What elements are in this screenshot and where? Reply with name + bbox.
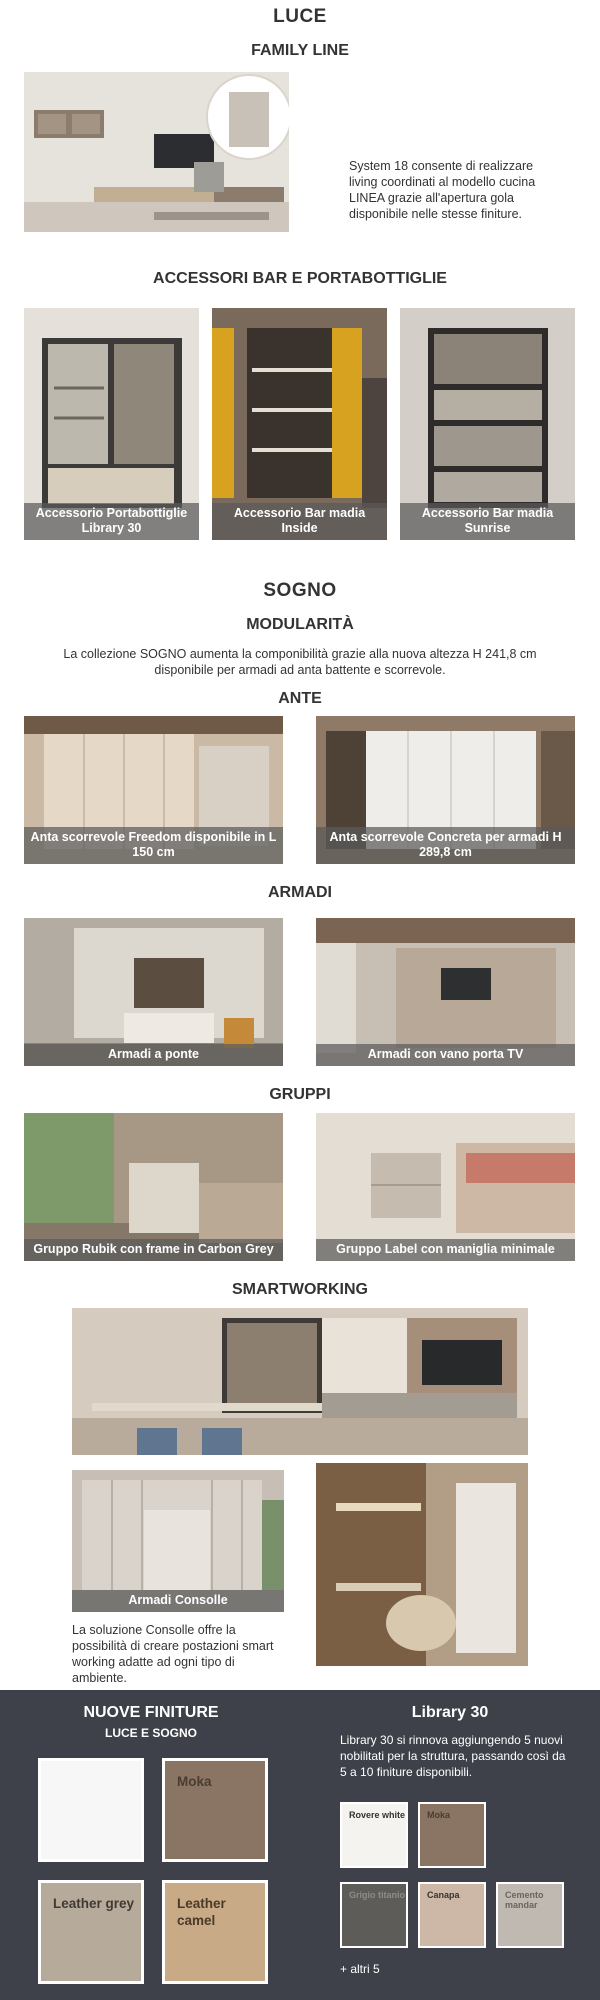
accessori-caption-2: Accessorio Bar madia Inside: [212, 503, 387, 540]
library30-swatch-3: [340, 1882, 408, 1948]
ante-photo-1: [24, 716, 283, 864]
gruppi-photo-1: [24, 1113, 283, 1261]
library30-label-1: Rovere white: [349, 1810, 406, 1820]
library30-label-3: Grigio titanio: [349, 1890, 405, 1900]
library30-label-5: Cemento mandar: [505, 1890, 544, 1910]
library30-description: Library 30 si rinnova aggiungendo 5 nuovi nobilitati per la struttura, passando così da 5 a 10 finiture disponibili.: [340, 1733, 566, 1779]
finitura-swatch-2: [162, 1758, 268, 1862]
smartworking-title: SMARTWORKING: [232, 1281, 368, 1298]
armadi-caption-2: Armadi con vano porta TV: [316, 1044, 575, 1066]
armadi-title: ARMADI: [268, 884, 332, 901]
ante-caption-1: Anta scorrevole Freedom disponibile in L 150 cm: [24, 827, 283, 864]
family-line-title: FAMILY LINE: [251, 42, 349, 59]
accessori-caption-1: Accessorio Portabottiglie Library 30: [24, 503, 199, 540]
library30-swatch-5: [496, 1882, 564, 1948]
modularita-description: La collezione SOGNO aumenta la componibilità grazie alla nuova altezza H 241,8 cm disponibile per armadi ad anta battente e scorrevole.: [63, 647, 537, 677]
finitura-swatch-1: [38, 1758, 144, 1862]
accessori-photo-1: [24, 308, 199, 540]
library30-swatch-1: [340, 1802, 408, 1868]
finitura-swatch-4: [162, 1880, 268, 1984]
library30-label-2: Moka: [427, 1810, 451, 1820]
smartworking-photo-consolle: [72, 1470, 284, 1612]
finitura-swatch-3: [38, 1880, 144, 1984]
armadi-photo-1: [24, 918, 283, 1066]
ante-photo-2: [316, 716, 575, 864]
ante-title: ANTE: [278, 690, 322, 707]
gruppi-title: GRUPPI: [269, 1086, 331, 1103]
library30-swatch-4: [418, 1882, 486, 1948]
accessori-photo-2: [212, 308, 387, 540]
smartworking-photo-main: [72, 1308, 528, 1455]
family-line-description: System 18 consente di realizzare living coordinati al modello cucina LINEA grazie all'apertura gola disponibile nelle stesse finiture.: [349, 159, 536, 221]
consolle-caption: Armadi Consolle: [72, 1590, 284, 1612]
gruppi-caption-1: Gruppo Rubik con frame in Carbon Grey: [24, 1239, 283, 1261]
sogno-title: SOGNO: [263, 580, 337, 601]
library30-title: Library 30: [411, 1704, 489, 1721]
modularita-title: MODULARITÀ: [246, 616, 354, 633]
gruppi-caption-2: Gruppo Label con maniglia minimale: [316, 1239, 575, 1261]
finitura-label-3: Leather grey: [53, 1896, 135, 1911]
gruppi-photo-2: [316, 1113, 575, 1261]
smartworking-description: La soluzione Consolle offre la possibilità di creare postazioni smart working adatte ad ogni tipo di ambiente.: [72, 1623, 274, 1685]
ante-caption-2: Anta scorrevole Concreta per armadi H 289,8 cm: [316, 827, 575, 864]
accessori-title: ACCESSORI BAR E PORTABOTTIGLIE: [153, 270, 447, 287]
finitura-label-2: Moka: [177, 1774, 212, 1789]
family-line-photo: [24, 72, 289, 232]
library30-label-4: Canapa: [427, 1890, 460, 1900]
finiture-subtitle: LUCE E SOGNO: [104, 1726, 197, 1740]
smartworking-photo-side: [316, 1463, 528, 1666]
finiture-title: NUOVE FINITURE: [83, 1704, 219, 1721]
accessori-caption-3: Accessorio Bar madia Sunrise: [400, 503, 575, 540]
library30-swatch-2: [418, 1802, 486, 1868]
armadi-photo-2: [316, 918, 575, 1066]
luce-title: LUCE: [273, 6, 327, 27]
finitura-label-4: Leather camel: [177, 1896, 226, 1928]
accessori-photo-3: [400, 308, 575, 540]
armadi-caption-1: Armadi a ponte: [24, 1044, 283, 1066]
library30-more: + altri 5: [340, 1962, 380, 1976]
